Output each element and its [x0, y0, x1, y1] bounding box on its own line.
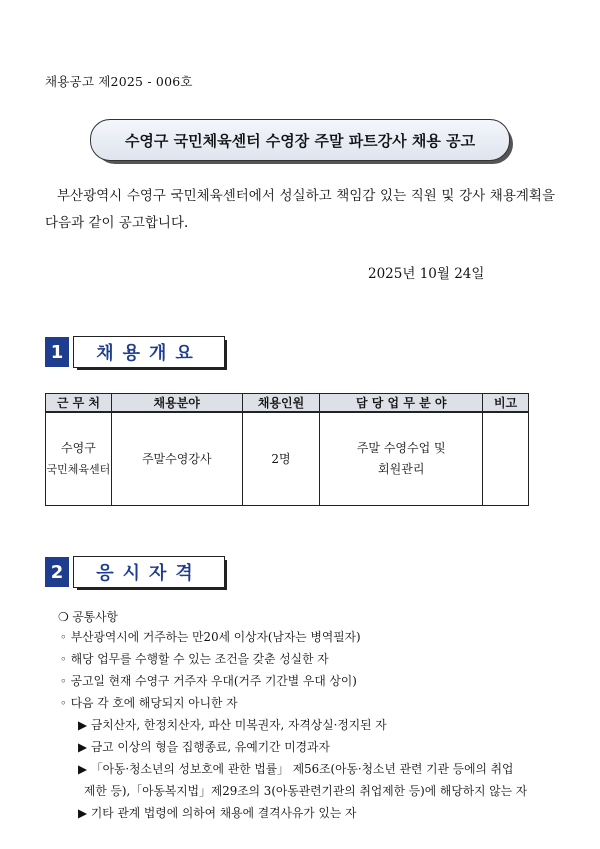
duty-line-1: 주말 수영수업 및	[356, 441, 446, 455]
disqualification-item: ▶ 「아동·청소년의 성보호에 관한 법률」 제56조(아동·청소년 관련 기관 등에의 취업	[78, 762, 514, 776]
table-row	[46, 412, 529, 506]
cell-note	[483, 412, 529, 506]
disqualification-item: ▶ 금치산자, 한정치산자, 파산 미복권자, 자격상실·정지된 자	[78, 718, 387, 732]
notice-number: 채용공고 제2025 - 006호	[45, 74, 193, 89]
header-workplace: 근 무 처	[46, 394, 112, 413]
qualification-item: ◦ 다음 각 호에 해당되지 아니한 자	[60, 696, 238, 710]
disqualification-item: ▶ 기타 관계 법령에 의하여 채용에 결격사유가 있는 자	[78, 806, 357, 820]
cell-field: 주말수영강사	[111, 412, 242, 506]
header-field: 채용분야	[111, 394, 242, 413]
qualification-item: ◦ 해당 업무를 수행할 수 있는 조건을 갖춘 성실한 자	[60, 652, 329, 666]
section-1-number: 1	[45, 337, 69, 367]
header-count: 채용인원	[242, 394, 320, 413]
intro-paragraph: 부산광역시 수영구 국민체육센터에서 성실하고 책임감 있는 직원 및 강사 채용계획을 다음과 같이 공고합니다.	[45, 188, 555, 231]
workplace-line-2: 국민체육센터	[46, 463, 111, 476]
header-duty: 담 당 업 무 분 야	[320, 394, 483, 413]
header-note: 비고	[483, 394, 529, 413]
disqualification-item: ▶ 금고 이상의 형을 집행종료, 유예기간 미경과자	[78, 740, 330, 754]
qualification-item: ◦ 공고일 현재 수영구 거주자 우대(거주 기간별 우대 상이)	[60, 674, 357, 688]
cell-workplace	[46, 412, 112, 506]
workplace-line-1: 수영구	[61, 441, 96, 455]
table-header-row	[46, 394, 529, 413]
section-2-heading: 응시자격	[73, 556, 225, 588]
section-2-number: 2	[45, 557, 69, 587]
section-1-heading: 채용개요	[73, 336, 225, 368]
recruitment-table	[45, 393, 529, 506]
announcement-date: 2025년 10월 24일	[368, 266, 485, 282]
disqualification-item-continued: 제한 등),「아동복지법」제29조의 3(아동관련기관의 취업제한 등)에 해당하지 않는 자	[84, 784, 528, 798]
duty-line-2: 회원관리	[378, 462, 425, 476]
qualification-heading: ❍ 공통사항	[58, 610, 118, 624]
cell-count: 2명	[242, 412, 320, 506]
document-title: 수영구 국민체육센터 수영장 주말 파트강사 채용 공고	[90, 119, 510, 161]
qualification-item: ◦ 부산광역시에 거주하는 만20세 이상자(남자는 병역필자)	[60, 630, 361, 644]
cell-duty	[320, 412, 483, 506]
